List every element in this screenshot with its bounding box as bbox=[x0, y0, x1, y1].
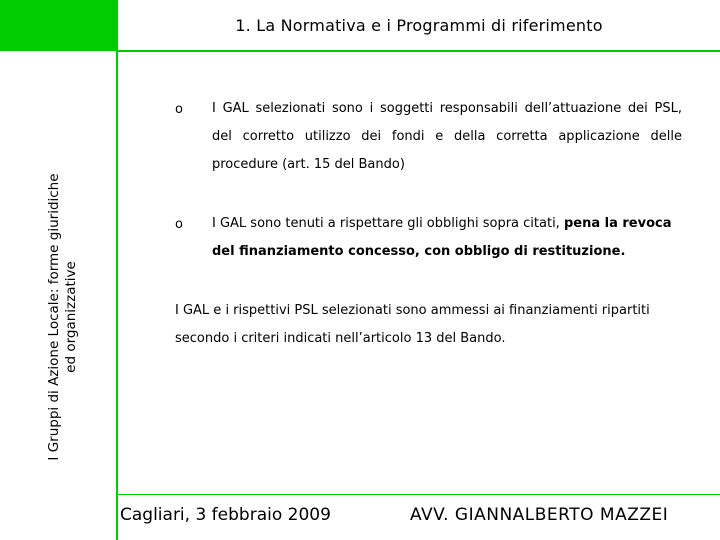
bullet-text-2 bbox=[212, 210, 682, 266]
bullet-1-line-2: del corretto utilizzo dei fondi e della corretta applicazione delle bbox=[212, 129, 682, 144]
slide-title: 1. La Normativa e i Programmi di riferimento bbox=[235, 16, 603, 35]
bullet-marker: o bbox=[175, 217, 183, 232]
bullet-2-line-2-bold: del finanziamento concesso, con obbligo di restituzione. bbox=[212, 244, 626, 259]
bullet-2-line-1-normal: I GAL sono tenuti a rispettare gli obblighi sopra citati, bbox=[212, 216, 564, 231]
vertical-title-line-2: ed organizzative bbox=[63, 261, 79, 373]
body-paragraph bbox=[175, 297, 695, 353]
title-divider bbox=[118, 50, 720, 52]
bullet-text-1 bbox=[212, 95, 682, 179]
bullet-1-line-1: I GAL selezionati sono i soggetti responsabili dell’attuazione dei PSL, bbox=[212, 101, 682, 116]
footer-divider bbox=[116, 494, 720, 495]
bullet-2-line-2 bbox=[212, 238, 682, 266]
bullet-marker: o bbox=[175, 102, 183, 117]
paragraph-line-2: secondo i criteri indicati nell’articolo 13 del Bando. bbox=[175, 331, 506, 346]
sidebar-divider bbox=[116, 51, 118, 540]
footer-place-date: Cagliari, 3 febbraio 2009 bbox=[120, 505, 331, 525]
bullet-1-line-3: procedure (art. 15 del Bando) bbox=[212, 157, 405, 172]
vertical-section-title bbox=[46, 147, 80, 487]
vertical-title-line-1: I Gruppi di Azione Locale: forme giuridiche bbox=[46, 173, 62, 461]
bullet-2-line-1 bbox=[212, 210, 682, 238]
header-accent-block bbox=[0, 0, 118, 51]
bullet-2-line-1-bold: pena la revoca bbox=[563, 216, 672, 231]
paragraph-line-1: I GAL e i rispettivi PSL selezionati sono ammessi ai finanziamenti ripartiti bbox=[175, 303, 650, 318]
footer-author: AVV. GIANNALBERTO MAZZEI bbox=[410, 505, 669, 525]
